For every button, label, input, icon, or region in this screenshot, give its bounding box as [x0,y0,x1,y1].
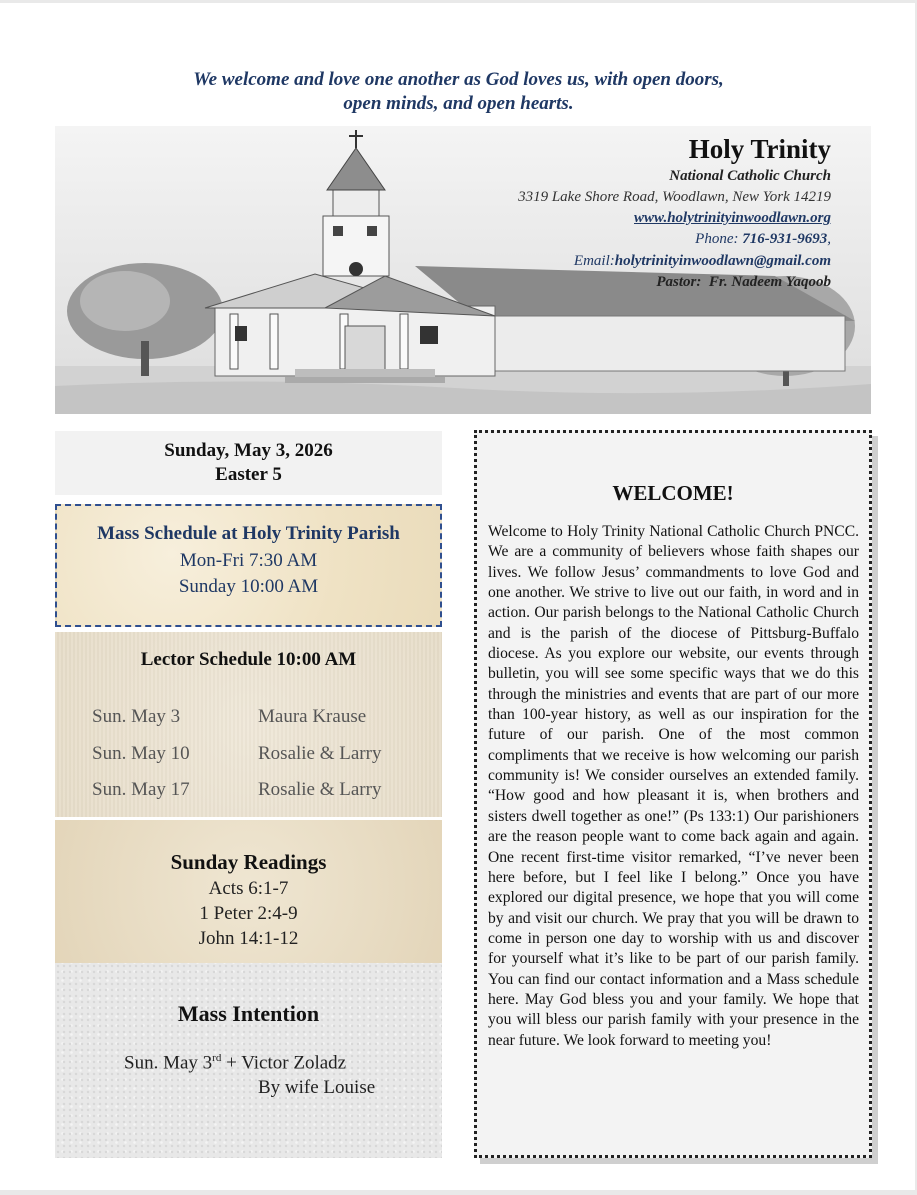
church-name: Holy Trinity [688,134,831,164]
reading-item: Acts 6:1-7 [208,878,289,899]
lector-date: Sun. May 10 [92,743,190,764]
lector-name: Rosalie & Larry [258,743,382,764]
welcome-body: Welcome to Holy Trinity National Catholic Church PNCC. We are a community of believers whose faith shapes our lives. We follow Jesus’ commandments to love God and one another. We strive to live out our faith, in word and in action. Our parish belongs to the National Catholic Church and is the parish of the diocese of Pittsburg-Buffalo diocese. As you explore our website, our events through bulletin, you will see some specific ways that we do this through the ministries and events that are part of our more than 100-year history, as well as our inspiration for the future of our parish. One of the most common compliments that we receive is how welcoming our parish community is! We consider ourselves an extended family. “How good and how pleasant it is, when brothers and sisters dwell together as one!” (Ps 133:1) Our parishioners are the reason people want to come back again and again. One recent first-time visitor remarked, “I’ve never been here before, but I feel like I belong.” Once you have explored our digital presence, we hope that you will come by and visit our church. We pray that you will be drawn to come in person one day to worship with us and discover for yourself what it’s like to be part of our parish family. You can find our contact information and a Mass schedule here. May God bless you and your family. We hope that you will bless our parish family with your presence in the near future. We look forward to meeting you! [488,523,859,1049]
lector-row [92,743,381,765]
sunday-mass-time: Sunday 10:00 AM [178,576,319,597]
church-contact-block [518,132,831,292]
church-email [518,250,831,272]
church-phone [518,228,831,250]
church-address: 3319 Lake Shore Road, Woodlawn, New York 14219 [518,189,831,205]
church-website-link[interactable]: www.holytrinityinwoodlawn.org [634,210,831,226]
email-label: Email: [573,253,615,269]
phone-number: 716-931-9693 [742,231,828,247]
motto [0,68,917,116]
lector-date: Sun. May 17 [92,779,190,800]
liturgical-occasion: Easter 5 [215,464,282,485]
lector-schedule-box [55,632,442,817]
lector-row [92,706,366,728]
mass-intention-title: Mass Intention [177,1001,320,1026]
church-header-banner [55,126,871,414]
mass-intention-line [124,1052,346,1074]
phone-label: Phone: [695,231,743,247]
welcome-box [474,430,872,1158]
sunday-readings-title: Sunday Readings [170,850,327,874]
reading-item: 1 Peter 2:4-9 [199,903,298,924]
pastor-name: Fr. Nadeem Yaqoob [708,274,831,290]
phone-suffix: , [827,231,831,247]
motto-line-2: open minds, and open hearts. [343,93,574,114]
weekday-mass-time: Mon-Fri 7:30 AM [179,550,318,571]
church-subtitle: National Catholic Church [669,168,831,184]
email-link[interactable]: holytrinityinwoodlawn@gmail.com [614,253,831,269]
reading-item: John 14:1-12 [198,928,299,949]
lector-name: Maura Krause [258,706,367,727]
intention-for: + Victor Zoladz [221,1052,347,1074]
intention-date-suffix: rd [212,1052,222,1064]
lector-date: Sun. May 3 [92,706,181,727]
date-box [55,431,442,495]
church-pastor [518,272,831,292]
pastor-label: Pastor: [656,274,702,290]
service-date: Sunday, May 3, 2026 [164,440,333,461]
mass-intention-box [55,963,442,1158]
sunday-readings-box [55,820,442,969]
mass-schedule-title: Mass Schedule at Holy Trinity Parish [97,523,400,544]
mass-schedule-box [55,504,442,627]
lector-row [92,779,381,801]
lector-schedule-title: Lector Schedule 10:00 AM [140,649,357,670]
welcome-title: WELCOME! [612,481,734,505]
intention-date: Sun. May 3 [124,1052,213,1074]
motto-line-1: We welcome and love one another as God loves us, with open doors, [193,69,724,90]
intention-by: By wife Louise [258,1077,376,1098]
lector-name: Rosalie & Larry [258,779,382,800]
